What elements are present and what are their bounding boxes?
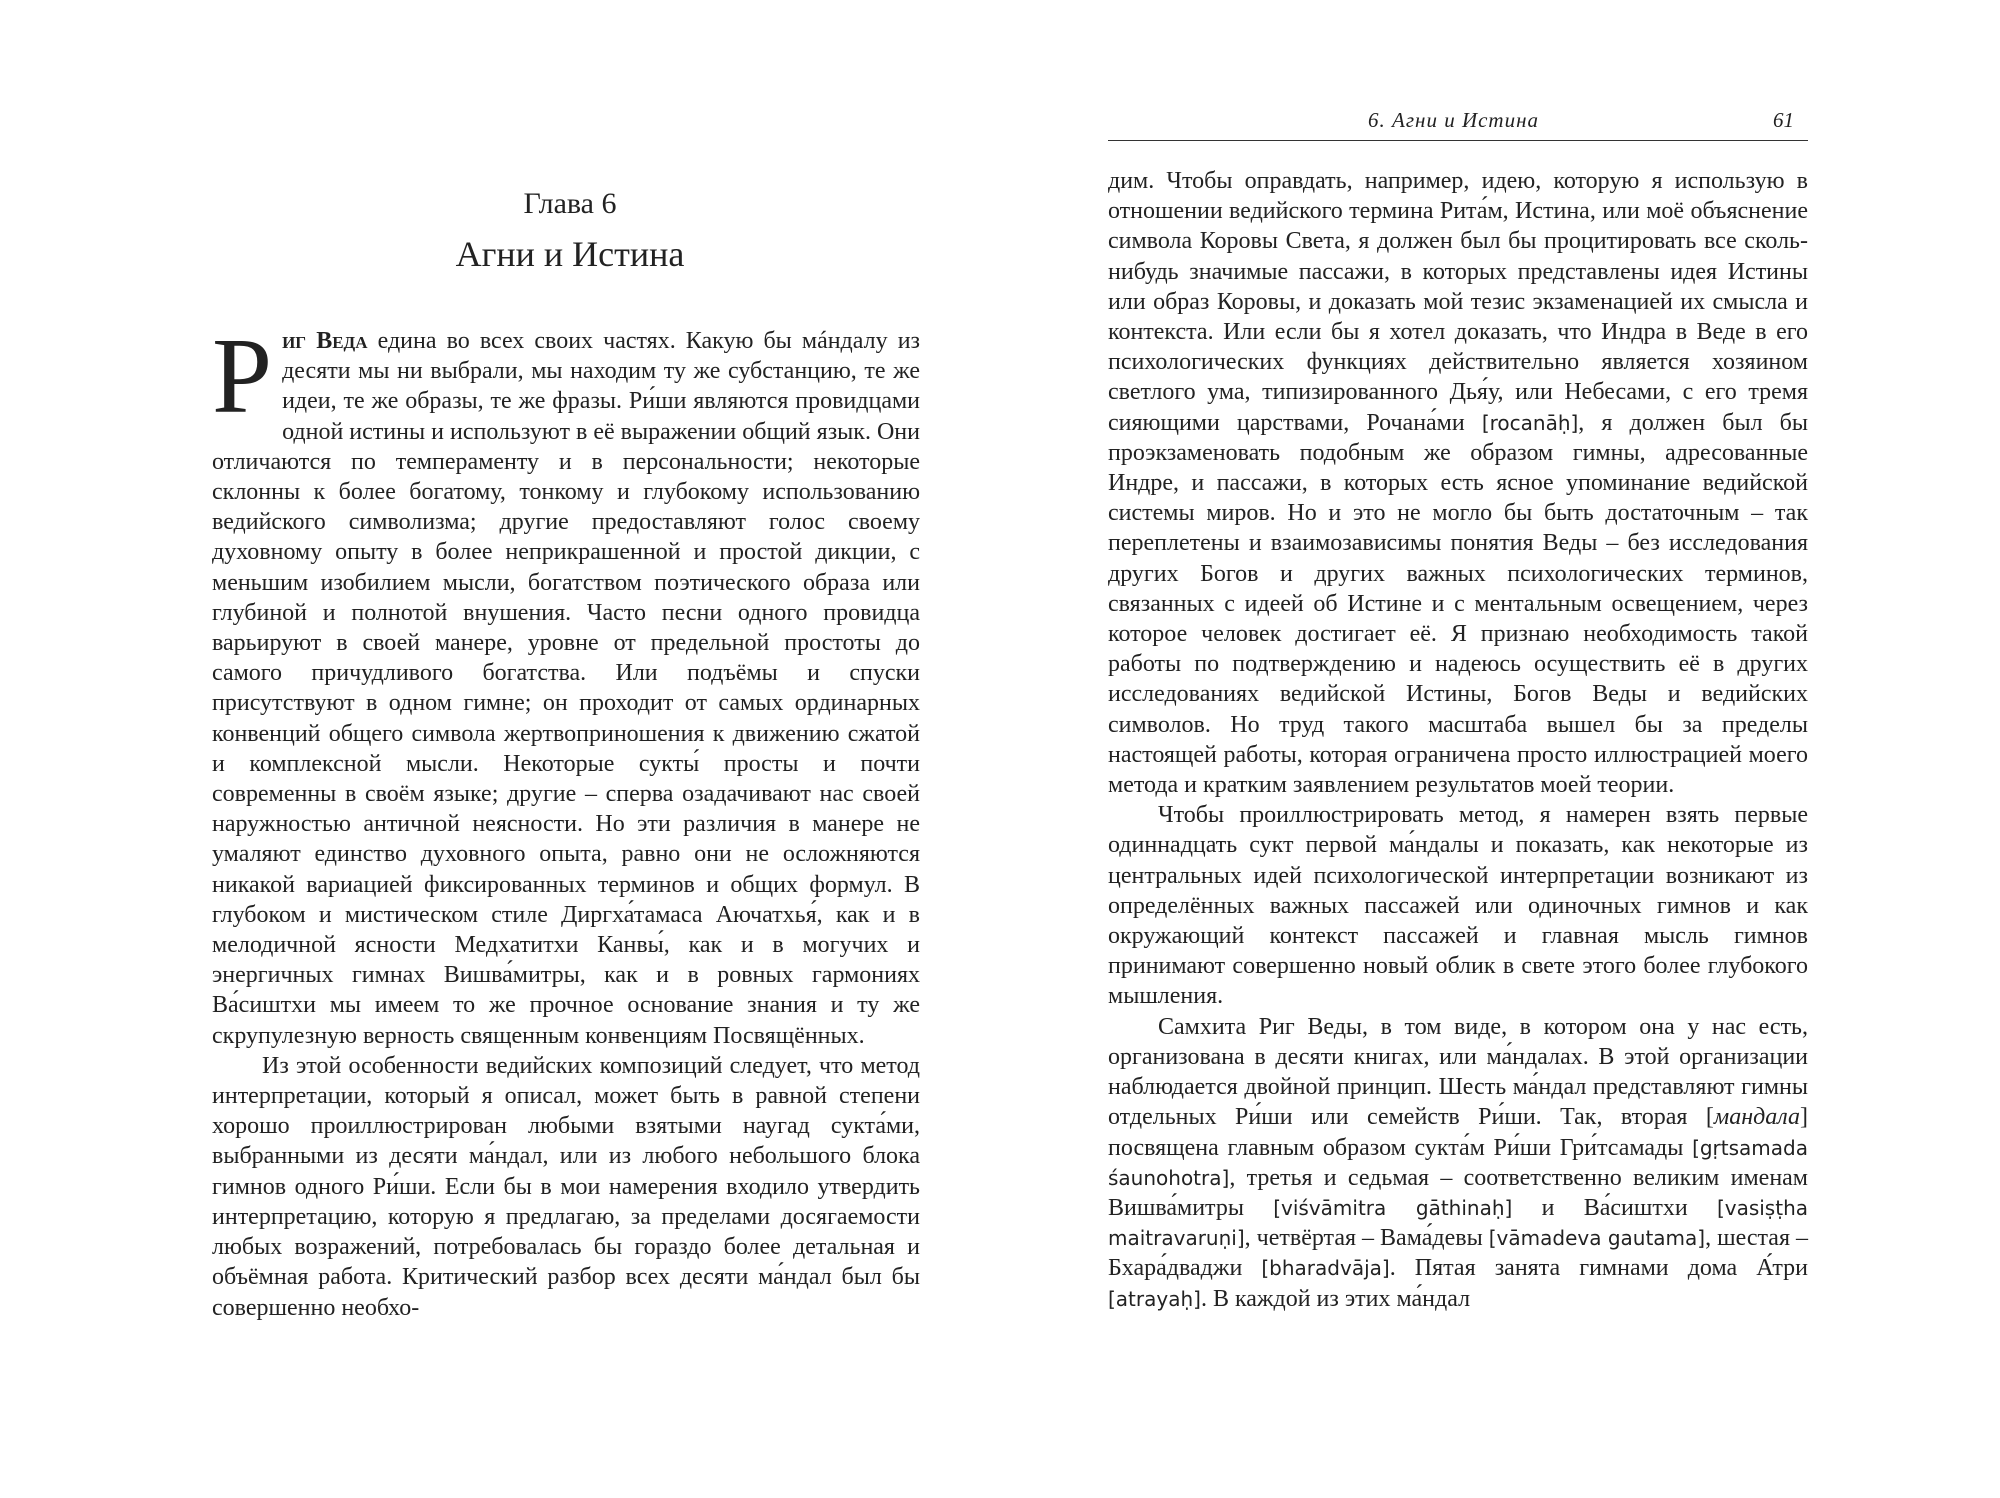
- lead-in-words: иг Веда: [282, 328, 368, 354]
- text-run: . Пятая занята гимнами дома А́три: [1389, 1255, 1808, 1282]
- right-paragraph-1: [1108, 166, 1808, 800]
- right-page-text: [1108, 166, 1808, 1314]
- left-paragraph-2: Из этой особенности ведийских композиций следует, что метод интерпретации, который я описал, может быть в равной степени хорошо проиллюстрирован любыми взятыми наугад сукта́ми, выбранными из десяти ма́ндал, или из любого небольшого блока гимнов одного Ри́ши. Если бы в мои намерения входило утвердить интерпретацию, которую я предлагаю, за пределами досягаемости любых возражений, потребовалась бы гораздо более детальная и объёмная работа. Критический разбор всех десяти ма́ндал был бы совершенно необхо-: [212, 1052, 920, 1321]
- text-run: , четвёртая – Вама́девы: [1244, 1225, 1489, 1252]
- right-paragraph-1-text: дим. Чтобы оправдать, например, идею, которую я использую в отношении ведийского термина Рита́м, Истина, или моё объяснение символа Коровы Света, я должен был бы процитировать все сколь-нибудь значимые пассажи, в которых представлены идея Истины или образ Коровы, и доказать мой тезис экзаменацией их смысла и контекста. Или если бы я хотел доказать, что Индра в Веде в его психологических функциях действительно является хозяином светлого ума, типизированного Дья́у, или Небесами, с его тремя сияющими царствами, Рочана́ми: [1108, 168, 1808, 436]
- right-paragraph-1-tail: , я должен был бы проэкзаменовать подобным же образом гимны, адресованные Индре, и пассажи, в которых есть ясное упоминание ведийской системы миров. Но и это не могло бы быть достаточным – так переплетены и взаимозависимы понятия Веды – без исследования других Богов и других важных психологических терминов, связанных с идеей об Истине и с ментальным освещением, через которое человек достигает её. Я признаю необходимость такой работы по подтверждению и надеюсь осуществить её в других исследованиях ведийской Истины, Богов Веды и ведийских символов. Но труд такого масштаба вышел бы за пределы настоящей работы, которая ограничена просто иллюстрацией моего метода и кратким заявлением результатов моей теории.: [1108, 409, 1808, 799]
- text-run: , третья и седьмая – соответственно великим именам Вишва́митры: [1108, 1164, 1808, 1221]
- italic-term: мандала: [1713, 1104, 1800, 1131]
- sanskrit-term: [rocanāḥ]: [1481, 410, 1579, 435]
- page-number: 61: [1773, 108, 1794, 132]
- sanskrit-term: [viśvāmitra gāthinaḥ]: [1273, 1195, 1513, 1220]
- running-title: 6. Агни и Истина: [1368, 108, 1540, 132]
- left-paragraph-1-text: едина во всех своих частях. Какую бы мáндалу из десяти мы ни выбрали, мы находим ту же субстанцию, те же идеи, те же образы, те же фразы. Ри́ши являются провидцами одной истины и используют в её выражении общий язык. Они отличаются по темпераменту и в персональности; некоторые склонны к более богатому, тонкому и глубокому использованию ведийского символизма; другие предоставляют голос своему духовному опыту в более неприкрашенной и простой дикции, с меньшим изобилием мысли, богатством поэтического образа или глубиной и полнотой внушения. Часто песни одного провидца варьируют в своей манере, уровне от предельной простоты до самого причудливого богатства. Или подъёмы и спуски присутствуют в одном гимне; он проходит от самых ординарных конвенций общего символа жертвоприношения к движению сжатой и комплексной мысли. Некоторые сукты́ просты и почти современны в своём языке; другие – сперва озадачивают нас своей наружностью античной неясности. Но эти различия в манере не умаляют единство духовного опыта, равно они не осложняются никакой вариацией фиксированных терминов и общих формул. В глубоком и мистическом стиле Диргха́тамаса Аючатхья́, как и в мелодичной ясности Медхатитхи Канвы́, как и в могучих и энергичных гимнах Вишва́митры, как и в ровных гармониях Ва́сиштхи мы имеем то же прочное основание знания и ту же скрупулезную верность священным конвенциям Посвящённых.: [212, 328, 921, 1049]
- left-paragraph-1: [212, 317, 921, 1051]
- text-run: Самхита Риг Веды, в том виде, в котором она у нас есть, организована в десяти книгах, или ма́ндалах. В этой организации наблюдается двойной принцип. Шесть ма́ндал представляют гимны отдельных Ри́ши или семейств Ри́ши. Так, вторая [: [1108, 1013, 1808, 1131]
- sanskrit-term: [bharadvāja]: [1261, 1256, 1390, 1281]
- chapter-label: Глава 6: [523, 187, 617, 220]
- sanskrit-term: [gṛtsamada śaunohotra]: [1108, 1135, 1808, 1190]
- chapter-title: Агни и Истина: [455, 234, 685, 274]
- sanskrit-term: [vāmadeva gautama]: [1488, 1226, 1706, 1251]
- left-page-text: [212, 317, 921, 1323]
- running-head: [1108, 104, 1808, 141]
- right-paragraph-3: [1108, 1012, 1808, 1314]
- text-run: , шестая – Бхара́дваджи: [1108, 1225, 1809, 1282]
- text-run: . В каждой из этих ма́ндал: [1200, 1285, 1471, 1312]
- sanskrit-term: [vasiṣṭha maitravaruṇi]: [1108, 1195, 1809, 1251]
- text-run: и Ва́сиштхи: [1512, 1194, 1717, 1221]
- right-page: [1000, 0, 2000, 1498]
- drop-cap: Р: [212, 317, 273, 436]
- right-paragraph-2: Чтобы проиллюстрировать метод, я намерен взять первые одиннадцать сукт первой ма́ндалы и показать, как некоторые из центральных идей психологической интерпретации возникают из определённых важных пассажей или одиночных гимнов и как окружающий контекст пассажей и главная мысль гимнов принимают совершенно новый облик в свете этого более глубокого мышления.: [1108, 802, 1808, 1010]
- text-run: ] посвящена главным образом сукта́м Ри́ши Гри́тсамады: [1108, 1104, 1808, 1161]
- sanskrit-term: [atrayaḥ]: [1108, 1286, 1201, 1311]
